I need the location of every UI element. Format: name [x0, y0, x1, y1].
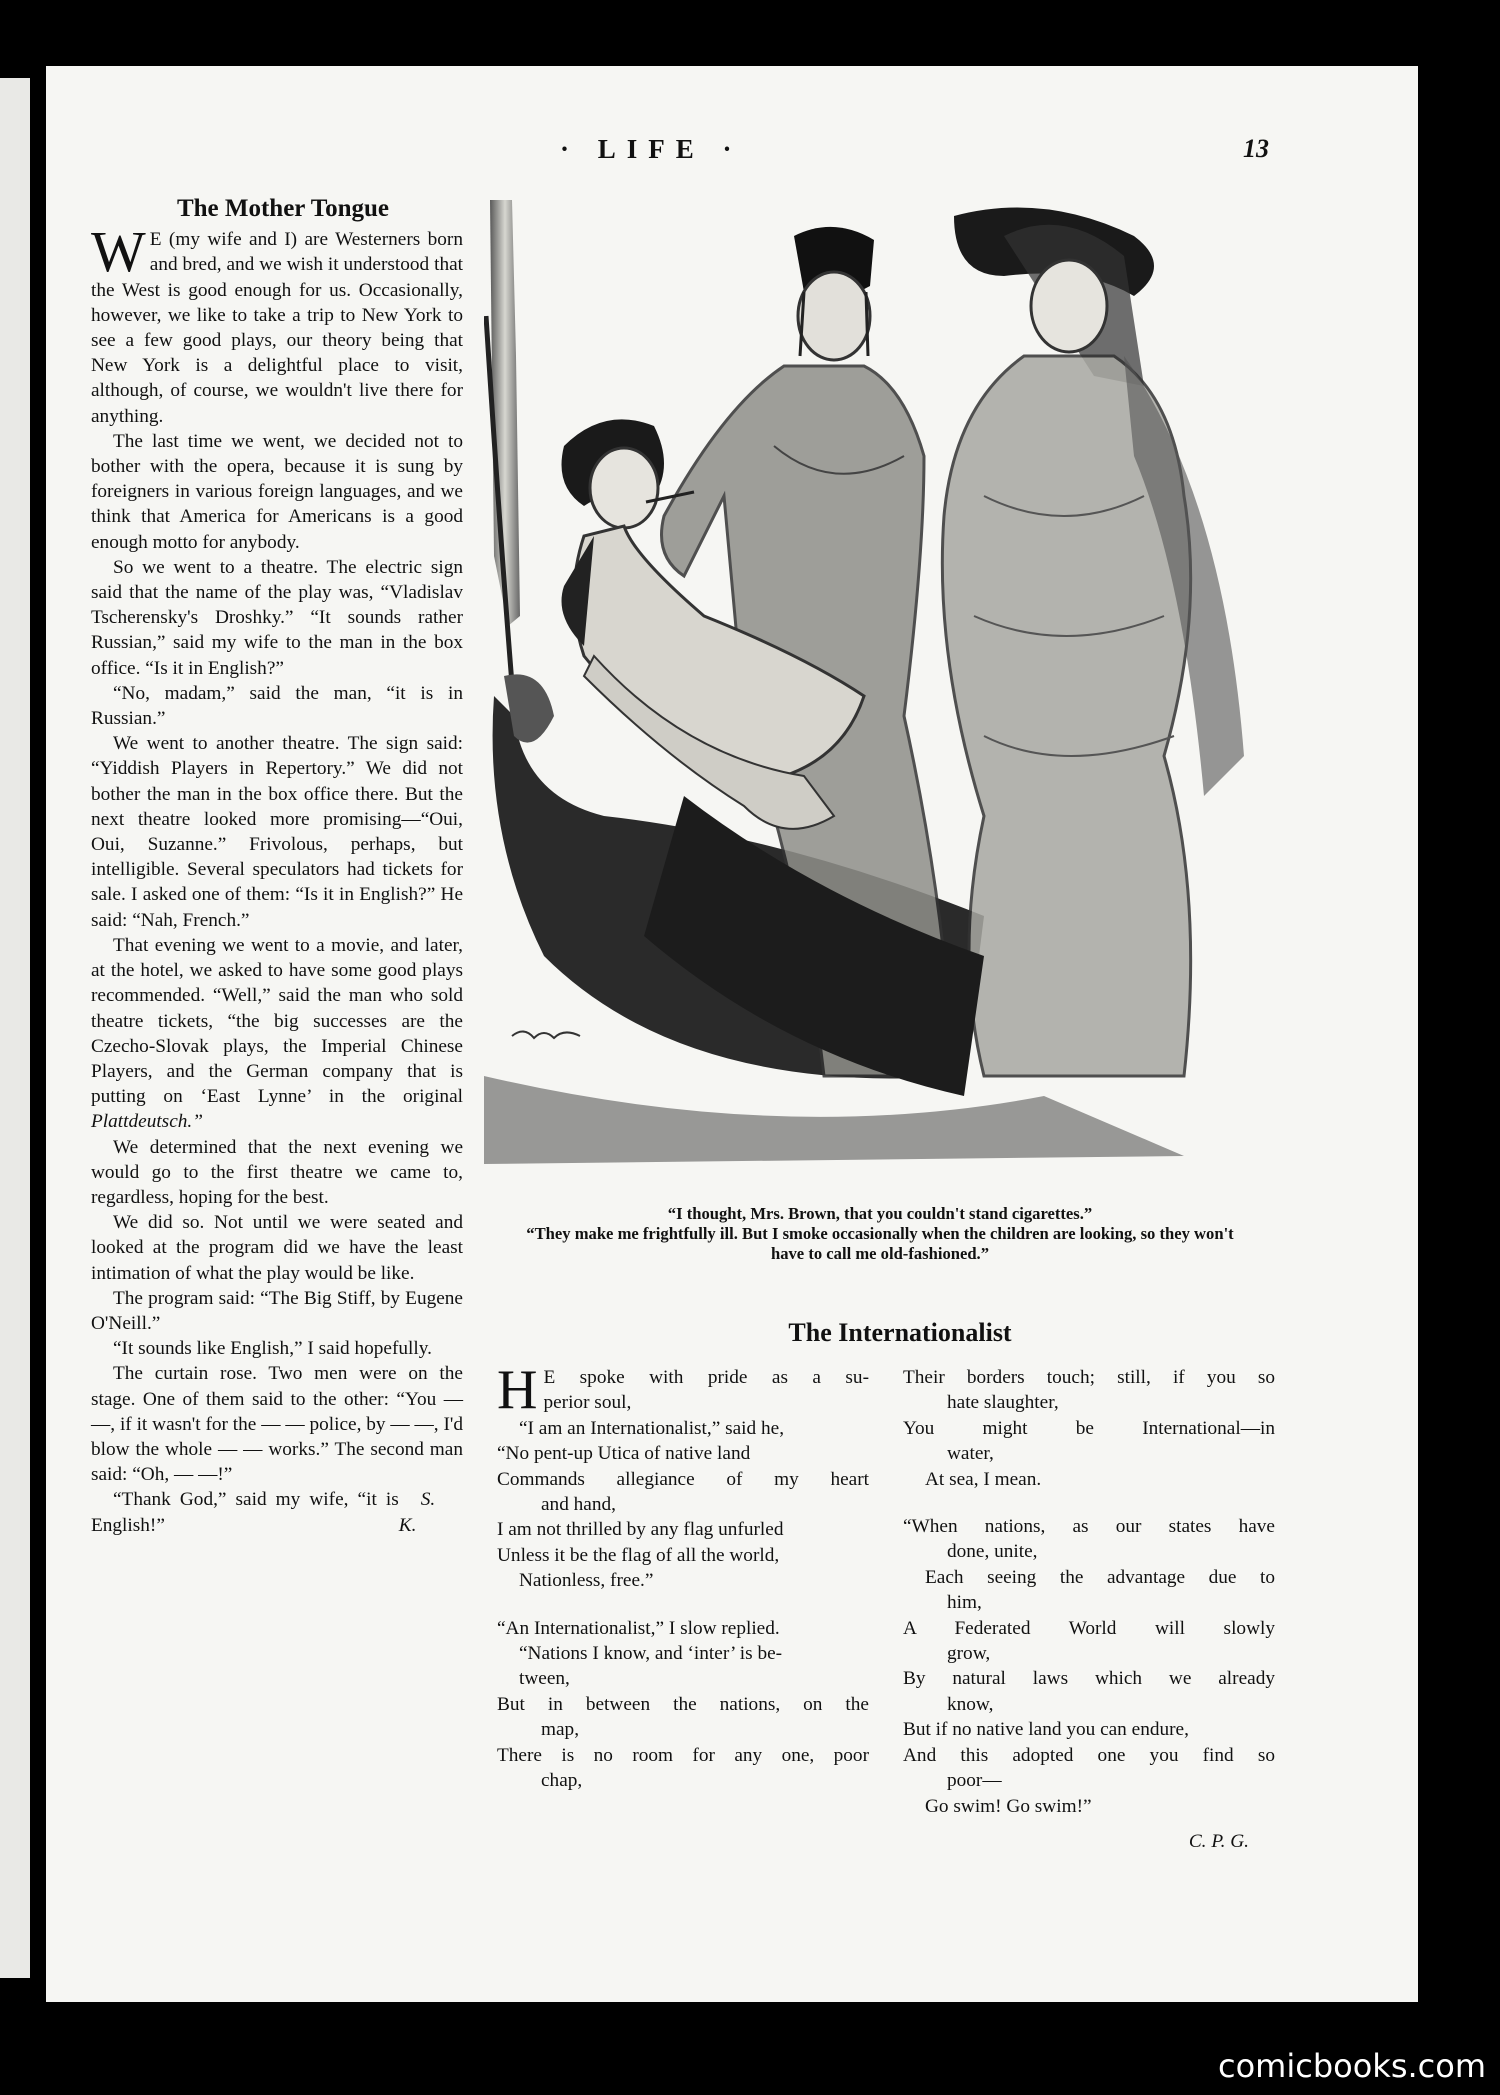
caption-line-2: “They make me frightfully ill. But I smoke occasionally when the children are looking, so they won't have to call me old-fashioned.” [526, 1224, 1234, 1263]
poem-line: I am not thrilled by any flag unfurled [497, 1519, 784, 1541]
poem-line: Their borders touch; still, if you so [903, 1367, 1275, 1388]
article-mother-tongue [91, 196, 463, 1538]
poem-line: tween, [519, 1668, 570, 1690]
paragraph: That evening we went to a movie, and later, at the hotel, we asked to have some good plays recommended. “Well,” said the man who sold theatre tickets, “the big successes are the Czecho-Slovak plays, the Imperial Chinese Players, and the German company that is putting on ‘East Lynne’ in the original Plattdeutsch.” [91, 934, 463, 1133]
poem-line: Go swim! Go swim!” [925, 1795, 1092, 1817]
poem-line: Nationless, free.” [519, 1570, 654, 1592]
poem-line: “When nations, as our states have [903, 1516, 1275, 1538]
poem-line: But if no native land you can endure, [903, 1719, 1189, 1741]
poem-line: You might be International—in [903, 1417, 1275, 1439]
poem-line: By natural laws which we already [903, 1668, 1275, 1690]
paragraph: We went to another theatre. The sign said: “Yiddish Players in Repertory.” We did not bother the man in the box office there. But the next theatre looked more promising—“Oui, Oui, Suzanne.” Frivolous, perhaps, but intelligible. Several speculators had tickets for sale. I asked one of them: “Is it in English?” He said: “Nah, French.” [91, 733, 463, 931]
illustration-caption [520, 1204, 1240, 1264]
poem-line: know, [947, 1693, 994, 1715]
running-head: · LIFE · [560, 134, 743, 164]
closing-paragraph: “Thank God,” said my wife, “it is English!” S. K. [91, 1487, 463, 1537]
poem-line: “No pent-up Utica of native land [497, 1443, 751, 1465]
poem-line: hate slaughter, [947, 1392, 1059, 1414]
poem-title: The Internationalist [788, 1318, 1012, 1347]
poem-line: And this adopted one you find so [903, 1744, 1275, 1766]
poem-line: There is no room for any one, poor [497, 1744, 869, 1766]
illustration-three-women [484, 196, 1286, 1164]
poem-line: But in between the nations, on the [497, 1693, 869, 1715]
poem-line: map, [541, 1719, 580, 1741]
poem-line: poor— [947, 1770, 1002, 1792]
paragraph: “It sounds like English,” I said hopefully. [113, 1338, 432, 1360]
author-signature: C. P. G. [1188, 1830, 1249, 1852]
poem-line: perior soul, [543, 1392, 632, 1414]
paragraph: The curtain rose. Two men were on the stage. One of them said to the other: “You — —, if it wasn't for the — — police, by — —, I'd blow the whole — — works.” The second man said: “Oh, — —!” [91, 1363, 463, 1486]
article-title: The Mother Tongue [176, 195, 390, 222]
drop-cap: H [497, 1359, 538, 1421]
paragraph: “No, madam,” said the man, “it is in Russian.” [91, 682, 463, 730]
paragraph: So we went to a theatre. The electric sign said that the name of the play was, “Vladislav Tscherensky's Droshky.” “It sounds rather Russian,” said my wife to the man in the box office. “Is it in English?” [91, 556, 463, 679]
poem-line: and hand, [541, 1494, 616, 1516]
previous-page-edge [0, 78, 30, 1978]
caption-line-1: “I thought, Mrs. Brown, that you couldn't stand cigarettes.” [667, 1204, 1093, 1223]
page-number: 13 [1243, 134, 1269, 163]
poem-line: him, [947, 1592, 982, 1614]
poem-line: water, [947, 1443, 994, 1465]
poem-line: chap, [541, 1770, 583, 1792]
poem-line: E spoke with pride as a su- [543, 1367, 869, 1388]
poem-line: “An Internationalist,” I slow replied. [497, 1617, 780, 1639]
poem-line: Each seeing the advantage due to [925, 1566, 1275, 1588]
poem-column-left [497, 1359, 869, 1794]
poem-line: A Federated World will slowly [903, 1617, 1275, 1639]
paragraph: The program said: “The Big Stiff, by Eugene O'Neill.” [91, 1287, 463, 1334]
poem-line: Commands allegiance of my heart [497, 1468, 869, 1490]
drop-cap: W [91, 219, 146, 285]
paragraph: We determined that the next evening we would go to the first theatre we came to, regardless, hoping for the best. [91, 1136, 463, 1208]
watermark: comicbooks.com [1218, 2047, 1487, 2085]
author-signature: S. K. [398, 1489, 436, 1536]
poem-line: “I am an Internationalist,” said he, [519, 1417, 785, 1439]
poem-column-right [903, 1365, 1275, 1854]
paragraph: We did so. Not until we were seated and looked at the program did we have the least intimation of what the play would be like. [91, 1212, 463, 1284]
paragraph: W E (my wife and I) are Westerners born and bred, and we wish it understood that the West is good enough for us. Occasionally, however, we like to take a trip to New York to see a few good plays, our theory being that New York is a delightful place to visit, although, of course, we wouldn't live there for anything. [91, 219, 463, 427]
poem-line: done, unite, [947, 1541, 1038, 1563]
poem-line: Unless it be the flag of all the world, [497, 1544, 780, 1566]
poem-line: grow, [947, 1643, 991, 1665]
paragraph: The last time we went, we decided not to bother with the opera, because it is sung by foreigners in various foreign languages, and we think that America for Americans is a good enough motto for anybody. [91, 430, 463, 553]
poem-line: At sea, I mean. [925, 1468, 1042, 1490]
poem-line: “Nations I know, and ‘inter’ is be- [519, 1643, 783, 1665]
